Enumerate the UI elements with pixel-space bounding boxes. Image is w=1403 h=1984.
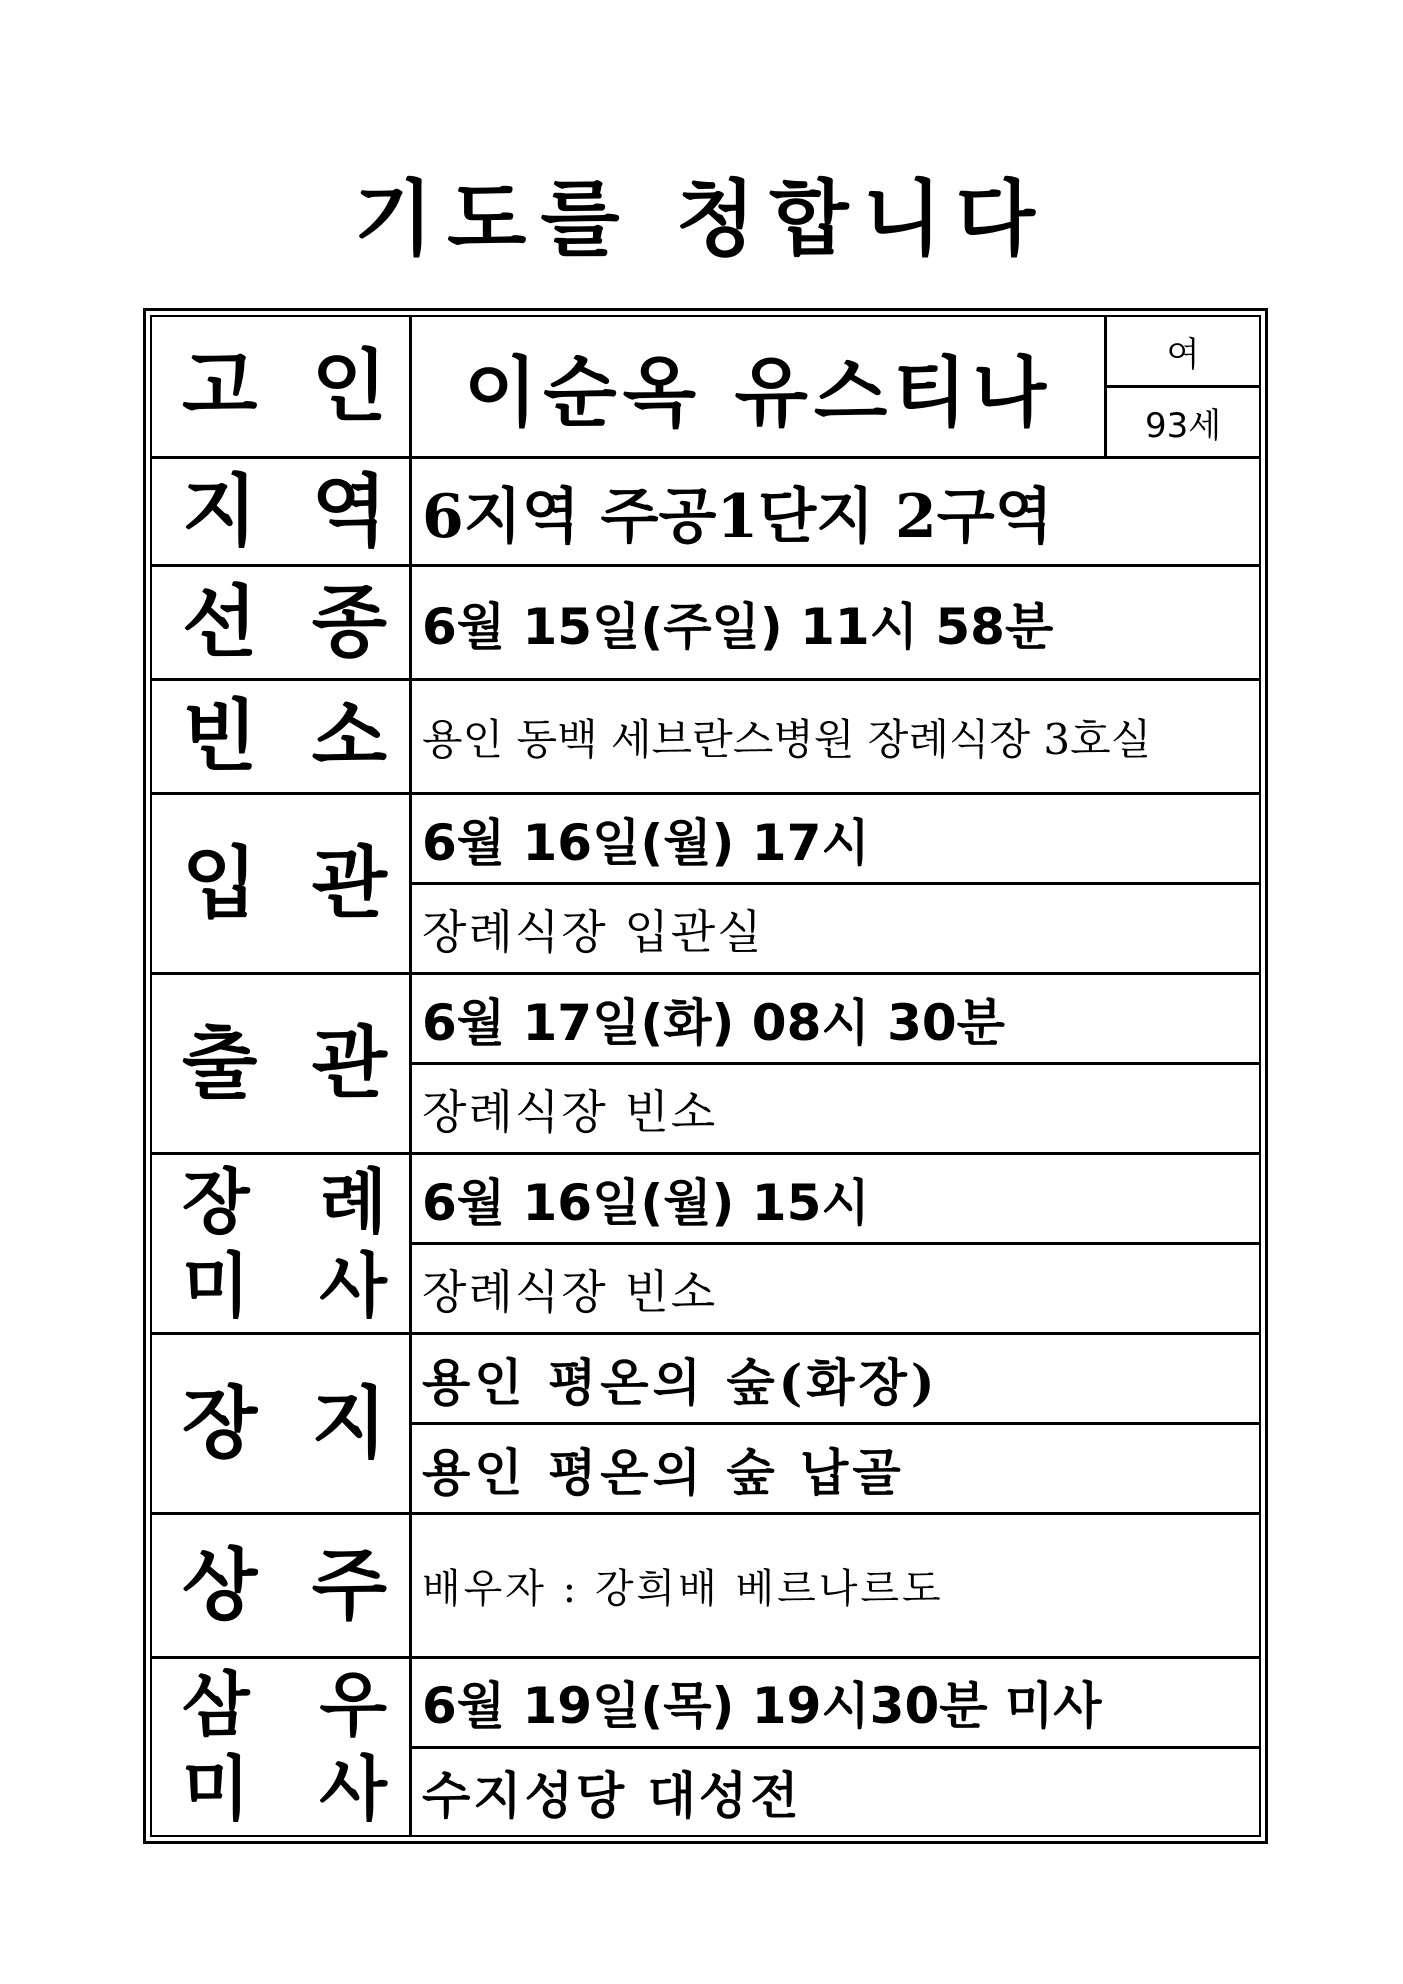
deceased-label: 고 인: [152, 317, 412, 456]
death-row: [152, 567, 1259, 681]
chief-mourner-label: 상 주: [152, 1515, 412, 1656]
region-row: [152, 459, 1259, 567]
death-label: 선 종: [152, 567, 412, 678]
mortuary-label: 빈 소: [152, 681, 412, 792]
gender-age-box: [1107, 317, 1259, 456]
chief-mourner-row: [152, 1515, 1259, 1659]
third-day-mass-label: 삼 우 미 사: [152, 1659, 412, 1835]
funeral-mass-label: 장 례 미 사: [152, 1155, 412, 1332]
page-title: 기도를 청합니다: [353, 171, 1050, 267]
region-label: 지 역: [152, 459, 412, 564]
funeral-mass-time: 6월 16일(월) 15시: [422, 1173, 870, 1232]
burial-second: 용인 평온의 숲 납골: [412, 1422, 1259, 1512]
burial-row: [152, 1335, 1259, 1515]
third-day-mass-time: 6월 19일(목) 19시30분 미사: [422, 1677, 1102, 1736]
deceased-name: 이순옥 유스티나: [412, 317, 1107, 456]
departure-label: 출 관: [152, 975, 412, 1152]
departure-row: [152, 975, 1259, 1155]
third-day-mass-place: 수지성당 대성전: [412, 1746, 1259, 1836]
mortuary-row: [152, 681, 1259, 795]
third-day-mass-row: [152, 1659, 1259, 1835]
encoffin-place: 장례식장 입관실: [412, 882, 1259, 972]
deceased-gender: 여: [1166, 334, 1200, 375]
encoffin-time: 6월 16일(월) 17시: [422, 813, 870, 872]
deceased-age: 93세: [1107, 385, 1259, 456]
burial-first: 용인 평온의 숲(화장): [422, 1352, 939, 1412]
burial-label: 장 지: [152, 1335, 412, 1512]
departure-place: 장례식장 빈소: [412, 1062, 1259, 1152]
mortuary-value: 용인 동백 세브란스병원 장례식장 3호실: [422, 714, 1152, 764]
region-value: 6지역 주공1단지 2구역: [422, 481, 1053, 552]
funeral-notice-table: [143, 308, 1268, 1844]
funeral-mass-row: [152, 1155, 1259, 1335]
deceased-row: [152, 317, 1259, 459]
death-value: 6월 15일(주일) 11시 58분: [422, 597, 1054, 656]
departure-time: 6월 17일(화) 08시 30분: [422, 993, 1005, 1052]
chief-mourner-value: 배우자 : 강희배 베르나르도: [422, 1566, 944, 1612]
encoffin-row: [152, 795, 1259, 975]
funeral-mass-place: 장례식장 빈소: [412, 1242, 1259, 1332]
encoffin-label: 입 관: [152, 795, 412, 972]
